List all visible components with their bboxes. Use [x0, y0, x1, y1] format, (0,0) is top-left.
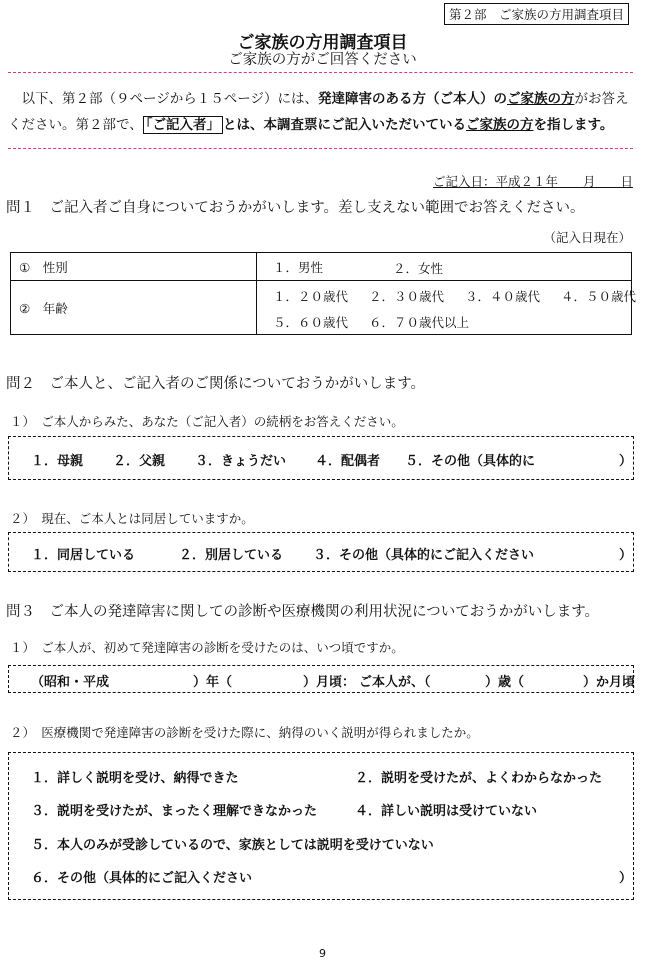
intro-emphasis: ご家族の方 [506, 91, 575, 107]
explanation-option[interactable]: ３．説明を受けたが、まったく理解できなかった [31, 804, 318, 819]
explanation-option[interactable]: ５．本人のみが受診しているので、家族としては説明を受けていない [31, 838, 434, 853]
close-paren: ） [619, 548, 633, 563]
relation-option[interactable]: １．母親 [31, 454, 84, 469]
q3-1-fields [8, 665, 634, 693]
q2-2-options [8, 532, 634, 572]
intro-text-part: ください。第２部で、 [8, 117, 143, 133]
era-field[interactable]: （昭和・平成 [31, 675, 110, 690]
page-number: 9 [319, 947, 326, 960]
age-months-field[interactable]: ）か月頃 [583, 675, 636, 690]
q2-1-options [8, 436, 634, 480]
age-option[interactable]: ６．７０歳代以上 [369, 315, 470, 330]
sex-options [257, 253, 632, 281]
age-label: ② 年齢 [11, 281, 257, 335]
intro-text-part: 以下、第２部（９ページから１５ページ）には、 [21, 91, 318, 107]
divider [8, 72, 633, 73]
cohabit-option[interactable]: １．同居している [31, 548, 136, 563]
age-option[interactable]: ５．６０歳代 [273, 315, 349, 330]
close-paren: ） [619, 454, 633, 469]
intro-text [8, 86, 638, 138]
q1-heading: 問１ ご記入者ご自身についておうかがいします。差し支えない範囲でお答えください。 [6, 200, 585, 216]
entry-date-field[interactable]: ご記入日：平成２１年 月 日 [432, 174, 633, 189]
q1-table [10, 252, 637, 335]
q2-heading: 問２ ご本人と、ご記入者のご関係についておうかがいします。 [6, 376, 426, 392]
intro-emphasis: を指します。 [533, 117, 614, 133]
explanation-option[interactable]: １．詳しく説明を受け、納得できた [31, 771, 239, 786]
q3-1-prompt: １） ご本人が、初めて発達障害の診断を受けたのは、いつ頃ですか。 [10, 640, 404, 655]
intro-boxed-term: 「ご記入者」 [143, 116, 223, 134]
year-field[interactable]: ）年（ [193, 675, 233, 690]
month-field[interactable]: ）月頃： [303, 675, 356, 690]
page-title: ご家族の方用調査項目 [237, 33, 408, 53]
relation-option-other[interactable]: ５．その他（具体的に [405, 454, 536, 469]
q1-note: （記入日現在） [543, 230, 631, 245]
cohabit-option-other[interactable]: ３．その他（具体的にご記入ください [313, 548, 535, 563]
section-tag: 第２部 ご家族の方用調査項目 [444, 3, 629, 25]
intro-emphasis: とは、本調査票にご記入いただいている [222, 117, 466, 133]
explanation-option[interactable]: ２．説明を受けたが、よくわからなかった [355, 771, 603, 786]
intro-text-part: がお答え [574, 91, 629, 107]
age-options [257, 281, 637, 335]
sex-option[interactable]: １．男性 [273, 259, 324, 275]
q3-heading: 問３ ご本人の発達障害に関しての診断や医療機関の利用状況についておうかがいします。 [6, 604, 600, 620]
age-option[interactable]: ３．４０歳代 [465, 289, 541, 304]
q3-2-options [8, 752, 634, 900]
age-option[interactable]: ２．３０歳代 [369, 289, 445, 304]
relation-option[interactable]: ２．父親 [113, 454, 166, 469]
sex-option[interactable]: ２．女性 [393, 261, 444, 276]
close-paren: ） [619, 871, 633, 886]
explanation-option[interactable]: ４．詳しい説明は受けていない [355, 804, 538, 819]
q2-1-prompt: １） ご本人からみた、あなた（ご記入者）の続柄をお答えください。 [10, 414, 404, 429]
intro-emphasis: ご家族の方 [465, 117, 534, 133]
cohabit-option[interactable]: ２．別居している [179, 548, 284, 563]
intro-emphasis: 発達障害のある方（ご本人）の [317, 91, 507, 107]
page-subtitle: ご家族の方がご回答ください [228, 52, 417, 68]
q2-2-prompt: ２） 現在、ご本人とは同居していますか。 [10, 511, 254, 526]
explanation-option-other[interactable]: ６．その他（具体的にご記入ください [31, 871, 253, 886]
age-option[interactable]: １．２０歳代 [273, 289, 349, 304]
sex-label: ① 性別 [11, 253, 257, 281]
relation-option[interactable]: ４．配偶者 [315, 454, 381, 469]
age-years-field[interactable]: ご本人が、（ [359, 675, 431, 690]
age-option[interactable]: ４．５０歳代 [561, 289, 637, 304]
q3-2-prompt: ２） 医療機関で発達障害の診断を受けた際に、納得のいく説明が得られましたか。 [10, 725, 479, 740]
divider [8, 148, 633, 149]
age-years-close: ）歳（ [485, 675, 525, 690]
relation-option[interactable]: ３．きょうだい [195, 454, 287, 469]
